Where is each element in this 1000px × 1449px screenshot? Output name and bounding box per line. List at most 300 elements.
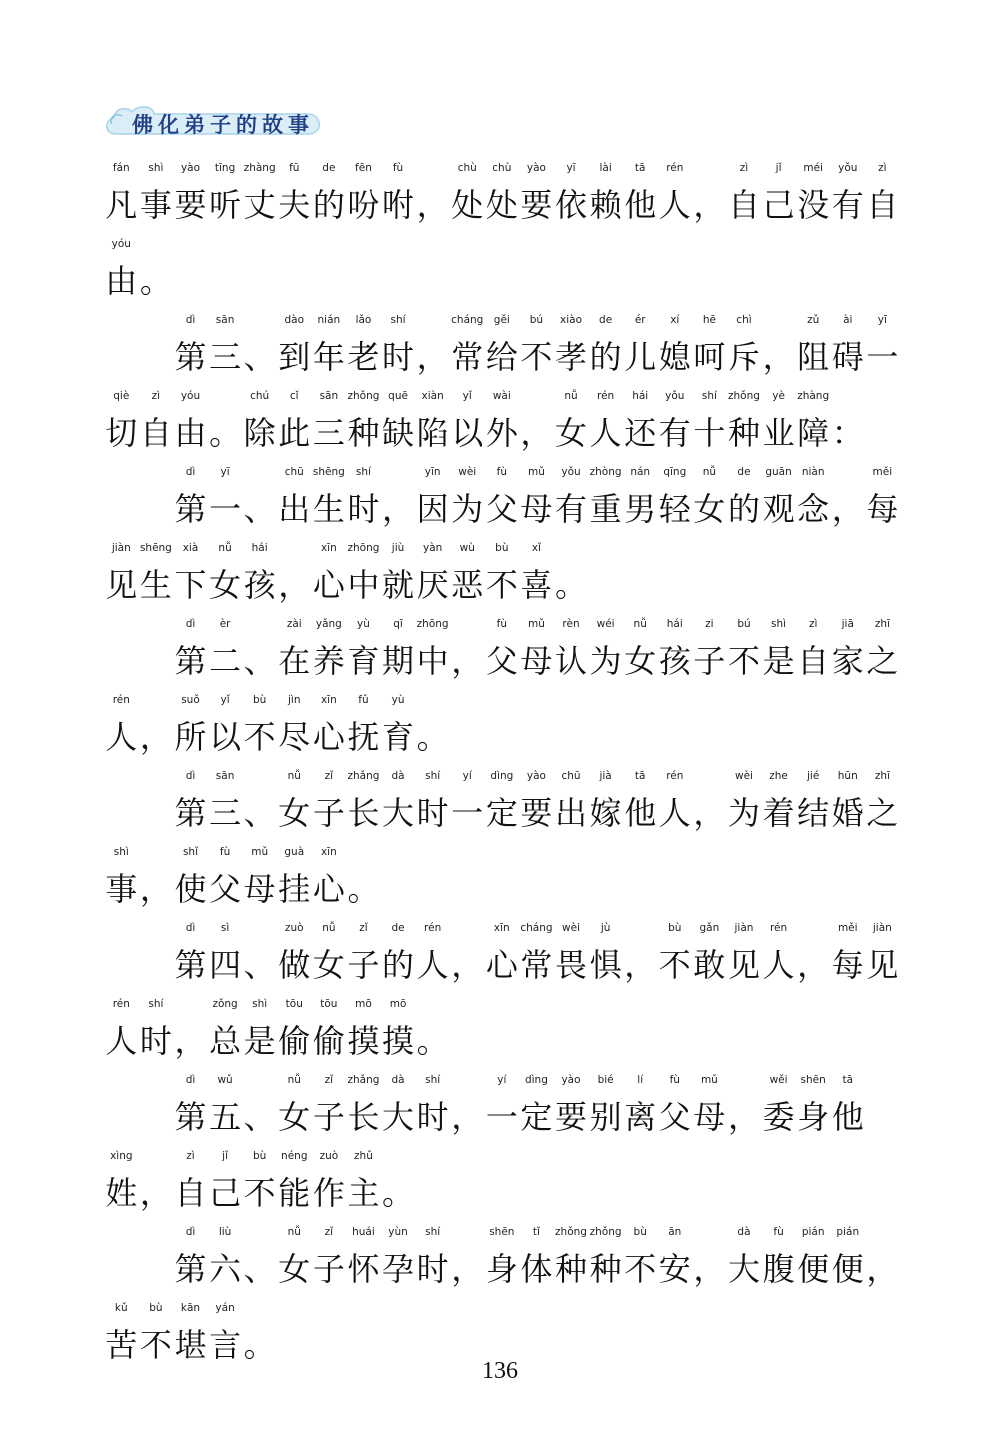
character-cell xyxy=(485,612,520,686)
pinyin: dì xyxy=(185,922,196,934)
pinyin: tōu xyxy=(320,998,338,1010)
hanzi: 此 xyxy=(278,414,311,452)
character-cell xyxy=(139,384,174,458)
hanzi: 夫 xyxy=(278,186,311,224)
hanzi: 主 xyxy=(347,1174,380,1212)
character-cell xyxy=(381,1144,416,1218)
character-cell xyxy=(485,916,520,990)
pinyin: yóu xyxy=(111,238,131,250)
character-cell xyxy=(450,536,485,610)
pinyin: zhǒng xyxy=(728,390,760,402)
hanzi: 事 xyxy=(139,186,172,224)
text-line xyxy=(104,384,865,458)
hanzi: 听 xyxy=(209,186,242,224)
character-cell xyxy=(485,156,520,230)
pinyin: de xyxy=(737,466,751,478)
pinyin: pián xyxy=(836,1226,860,1238)
pinyin: mǔ xyxy=(700,1074,718,1086)
hanzi: 怀 xyxy=(347,1250,380,1288)
character-cell xyxy=(519,460,554,534)
hanzi: 女 xyxy=(624,642,657,680)
pinyin: zhòng xyxy=(589,466,622,478)
pinyin: zǔ xyxy=(807,314,820,326)
hanzi: 作 xyxy=(312,1174,345,1212)
hanzi: 大 xyxy=(382,794,415,832)
character-cell xyxy=(623,308,658,382)
character-cell xyxy=(173,1144,208,1218)
pinyin: rèn xyxy=(562,618,580,630)
character-cell xyxy=(588,156,623,230)
hanzi: 母 xyxy=(243,870,276,908)
pinyin: niàn xyxy=(801,466,825,478)
pinyin: chù xyxy=(457,162,477,174)
hanzi: 是 xyxy=(243,1022,276,1060)
hanzi: ， xyxy=(174,1022,207,1060)
character-cell xyxy=(242,384,277,458)
character-cell xyxy=(312,1144,347,1218)
pinyin: chū xyxy=(561,770,581,782)
hanzi: 结 xyxy=(797,794,830,832)
hanzi: 大 xyxy=(727,1250,760,1288)
character-cell xyxy=(692,612,727,686)
hanzi: 之 xyxy=(866,794,899,832)
pinyin: sān xyxy=(215,314,235,326)
pinyin: mǔ xyxy=(251,846,269,858)
character-cell xyxy=(415,916,450,990)
character-cell xyxy=(415,764,450,838)
character-cell xyxy=(208,460,243,534)
pinyin: dì xyxy=(185,1074,196,1086)
hanzi: 离 xyxy=(624,1098,657,1136)
hanzi: 心 xyxy=(485,946,518,984)
pinyin: zhī xyxy=(874,618,890,630)
character-cell xyxy=(830,612,865,686)
pinyin: zǐ xyxy=(359,922,368,934)
hanzi: 孩 xyxy=(658,642,691,680)
pinyin: èr xyxy=(219,618,231,630)
pinyin: xǐ xyxy=(531,542,541,554)
character-cell xyxy=(104,536,139,610)
hanzi: 他 xyxy=(624,186,657,224)
hanzi: 媳 xyxy=(658,338,691,376)
pinyin: zuò xyxy=(319,1150,339,1162)
pinyin: fù xyxy=(773,1226,784,1238)
character-cell xyxy=(485,536,520,610)
character-cell xyxy=(242,916,277,990)
hanzi: 事 xyxy=(105,870,138,908)
pinyin: shí xyxy=(148,998,164,1010)
hanzi: 见 xyxy=(105,566,138,604)
character-cell xyxy=(381,688,416,762)
hanzi: 第 xyxy=(174,642,207,680)
character-cell xyxy=(830,1220,865,1294)
hanzi: 母 xyxy=(520,642,553,680)
hanzi: 尽 xyxy=(278,718,311,756)
hanzi: 厌 xyxy=(416,566,449,604)
pinyin: jié xyxy=(807,770,820,782)
hanzi: 生 xyxy=(312,490,345,528)
character-cell xyxy=(277,384,312,458)
hanzi: 子 xyxy=(312,1250,345,1288)
character-cell xyxy=(346,1144,381,1218)
pinyin: méi xyxy=(803,162,823,174)
pinyin: dà xyxy=(391,770,405,782)
character-cell xyxy=(865,764,900,838)
character-cell xyxy=(554,916,589,990)
pinyin: ān xyxy=(668,1226,682,1238)
pinyin: zhǒng xyxy=(589,1226,622,1238)
character-cell xyxy=(588,1068,623,1142)
pinyin: huái xyxy=(352,1226,375,1238)
character-cell xyxy=(415,1068,450,1142)
hanzi: 心 xyxy=(312,566,345,604)
character-cell xyxy=(796,156,831,230)
character-cell xyxy=(519,308,554,382)
hanzi: 父 xyxy=(485,490,518,528)
pinyin: shì xyxy=(113,846,129,858)
character-cell xyxy=(104,1144,139,1218)
character-cell xyxy=(381,916,416,990)
pinyin: lài xyxy=(599,162,612,174)
text-line xyxy=(173,764,899,838)
pinyin: zǐ xyxy=(324,1074,334,1086)
hanzi: 的 xyxy=(312,186,345,224)
pinyin: shí xyxy=(425,770,441,782)
character-cell xyxy=(173,308,208,382)
pinyin: de xyxy=(322,162,336,174)
hanzi: 时 xyxy=(416,1098,449,1136)
hanzi: 一 xyxy=(209,490,242,528)
character-cell xyxy=(450,764,485,838)
pinyin: chì xyxy=(736,314,752,326)
pinyin: xīn xyxy=(320,694,337,706)
hanzi: 言 xyxy=(209,1326,242,1364)
hanzi: 时 xyxy=(416,1250,449,1288)
hanzi: 六 xyxy=(209,1250,242,1288)
character-cell xyxy=(450,308,485,382)
hanzi: 畏 xyxy=(555,946,588,984)
character-cell xyxy=(139,536,174,610)
pinyin: dìng xyxy=(524,1074,548,1086)
hanzi: 处 xyxy=(451,186,484,224)
pinyin: fù xyxy=(219,846,231,858)
pinyin: jǐ xyxy=(775,162,782,174)
character-cell xyxy=(623,1220,658,1294)
hanzi: ， xyxy=(416,338,449,376)
hanzi: 身 xyxy=(797,1098,830,1136)
hanzi: 中 xyxy=(416,642,449,680)
character-cell xyxy=(623,384,658,458)
pinyin: bù xyxy=(495,542,509,554)
hanzi: 大 xyxy=(382,1098,415,1136)
pinyin: wài xyxy=(492,390,511,402)
pinyin: wèi xyxy=(458,466,477,478)
pinyin: guà xyxy=(284,846,305,858)
pinyin: rén xyxy=(666,770,684,782)
pinyin: qī xyxy=(393,618,403,630)
character-cell xyxy=(865,612,900,686)
pinyin: xiàn xyxy=(421,390,444,402)
character-cell xyxy=(173,1068,208,1142)
character-cell xyxy=(277,764,312,838)
pinyin: xīn xyxy=(320,846,337,858)
pinyin: xìng xyxy=(110,1150,133,1162)
pinyin: měi xyxy=(837,922,858,934)
character-cell xyxy=(208,992,243,1066)
hanzi: 时 xyxy=(347,490,380,528)
character-cell xyxy=(727,156,762,230)
pinyin: shì xyxy=(771,618,787,630)
hanzi: 。 xyxy=(416,718,449,756)
pinyin: bú xyxy=(737,618,751,630)
character-cell xyxy=(381,764,416,838)
character-cell xyxy=(450,156,485,230)
character-cell xyxy=(727,384,762,458)
hanzi: 碍 xyxy=(831,338,864,376)
hanzi: 念 xyxy=(797,490,830,528)
hanzi: 自 xyxy=(727,186,760,224)
character-cell xyxy=(277,840,312,914)
pinyin: dìng xyxy=(490,770,514,782)
character-cell xyxy=(173,1220,208,1294)
character-cell xyxy=(242,612,277,686)
pinyin: shí xyxy=(390,314,406,326)
pinyin: yào xyxy=(526,770,546,782)
pinyin: yào xyxy=(526,162,546,174)
hanzi: 孩 xyxy=(243,566,276,604)
character-cell xyxy=(242,1144,277,1218)
hanzi: 女 xyxy=(312,946,345,984)
hanzi: 挂 xyxy=(278,870,311,908)
character-cell xyxy=(104,992,139,1066)
pinyin: fū xyxy=(289,162,300,174)
hanzi: ， xyxy=(139,870,172,908)
character-cell xyxy=(139,1144,174,1218)
book-title: 佛化弟子的故事 xyxy=(132,113,314,137)
pinyin: zhe xyxy=(769,770,788,782)
pinyin: jiā xyxy=(841,618,854,630)
pinyin: yóu xyxy=(180,390,201,402)
hanzi: 十 xyxy=(693,414,726,452)
character-cell xyxy=(381,384,416,458)
pinyin: zì xyxy=(739,162,749,174)
hanzi: 能 xyxy=(278,1174,311,1212)
hanzi: 。 xyxy=(382,1174,415,1212)
pinyin: nǚ xyxy=(287,1074,301,1086)
hanzi: 父 xyxy=(485,642,518,680)
hanzi: 由 xyxy=(105,262,138,300)
pinyin: shēng xyxy=(139,542,172,554)
pinyin: yǎng xyxy=(315,618,342,630)
pinyin: yǒu xyxy=(838,162,858,174)
pinyin: yīn xyxy=(424,466,441,478)
section-header xyxy=(102,100,332,146)
pinyin: zhàng xyxy=(243,162,276,174)
pinyin: liù xyxy=(218,1226,232,1238)
pinyin: bié xyxy=(597,1074,614,1086)
character-cell xyxy=(727,1220,762,1294)
character-cell xyxy=(277,156,312,230)
pinyin: yī xyxy=(220,466,230,478)
hanzi: 每 xyxy=(831,946,864,984)
hanzi: 委 xyxy=(762,1098,795,1136)
pinyin: shēn xyxy=(800,1074,826,1086)
pinyin: lǎo xyxy=(355,314,372,326)
pinyin: dì xyxy=(185,770,196,782)
character-cell xyxy=(796,916,831,990)
hanzi: 为 xyxy=(589,642,622,680)
pinyin: sān xyxy=(319,390,339,402)
character-cell xyxy=(830,916,865,990)
pinyin: tā xyxy=(634,770,646,782)
pinyin: nǚ xyxy=(702,466,717,478)
character-cell xyxy=(173,916,208,990)
pinyin: qiè xyxy=(113,390,130,402)
pinyin: bù xyxy=(668,922,682,934)
hanzi: 自 xyxy=(139,414,172,452)
character-cell xyxy=(623,916,658,990)
hanzi: 人 xyxy=(762,946,795,984)
hanzi: 中 xyxy=(347,566,380,604)
hanzi: 以 xyxy=(451,414,484,452)
character-cell xyxy=(761,1220,796,1294)
character-cell xyxy=(554,460,589,534)
hanzi: 恶 xyxy=(451,566,484,604)
character-cell xyxy=(381,156,416,230)
character-cell xyxy=(830,308,865,382)
hanzi: 苦 xyxy=(105,1326,138,1364)
hanzi: 一 xyxy=(866,338,899,376)
character-cell xyxy=(346,156,381,230)
hanzi: 期 xyxy=(382,642,415,680)
hanzi: ， xyxy=(451,946,484,984)
character-cell xyxy=(519,1068,554,1142)
character-cell xyxy=(519,156,554,230)
hanzi: 男 xyxy=(624,490,657,528)
pinyin: dì xyxy=(185,618,196,630)
pinyin: wèi xyxy=(562,922,580,934)
hanzi: 不 xyxy=(485,566,518,604)
hanzi: 母 xyxy=(693,1098,726,1136)
character-cell xyxy=(761,384,796,458)
character-cell xyxy=(796,308,831,382)
character-cell xyxy=(761,1068,796,1142)
hanzi: 之 xyxy=(866,642,899,680)
hanzi: 定 xyxy=(485,794,518,832)
pinyin: fēn xyxy=(355,162,372,174)
hanzi: 人 xyxy=(658,794,691,832)
character-cell xyxy=(519,1220,554,1294)
hanzi: ， xyxy=(727,1098,760,1136)
hanzi: 咐 xyxy=(382,186,415,224)
character-cell xyxy=(485,460,520,534)
hanzi: 姓 xyxy=(105,1174,138,1212)
character-cell xyxy=(623,156,658,230)
hanzi: 见 xyxy=(866,946,899,984)
character-cell xyxy=(277,1220,312,1294)
pinyin: yù xyxy=(357,618,370,630)
hanzi: 偷 xyxy=(312,1022,345,1060)
character-cell xyxy=(450,1220,485,1294)
hanzi: 赖 xyxy=(589,186,622,224)
character-cell xyxy=(830,460,865,534)
hanzi: 不 xyxy=(520,338,553,376)
pinyin: rén xyxy=(424,922,442,934)
character-cell xyxy=(346,764,381,838)
pinyin: dà xyxy=(391,1074,405,1086)
pinyin: nǚ xyxy=(218,542,232,554)
text-line xyxy=(104,1144,415,1218)
character-cell xyxy=(173,384,208,458)
pinyin: tǐ xyxy=(532,1226,540,1238)
character-cell xyxy=(346,612,381,686)
hanzi: 不 xyxy=(243,1174,276,1212)
pinyin: zǐ xyxy=(324,770,334,782)
hanzi: 堪 xyxy=(174,1326,207,1364)
pinyin: jiàn xyxy=(111,542,131,554)
pinyin: kān xyxy=(180,1302,201,1314)
pinyin: wǔ xyxy=(217,1074,233,1086)
pinyin: fù xyxy=(392,162,404,174)
character-cell xyxy=(346,384,381,458)
character-cell xyxy=(208,916,243,990)
pinyin: jiàn xyxy=(734,922,754,934)
pinyin: bù xyxy=(253,694,267,706)
character-cell xyxy=(415,156,450,230)
pinyin: shēn xyxy=(489,1226,515,1238)
hanzi: 、 xyxy=(243,946,276,984)
hanzi: 三 xyxy=(209,338,242,376)
character-cell xyxy=(485,384,520,458)
character-cell xyxy=(761,308,796,382)
pinyin: chú xyxy=(250,390,270,402)
hanzi: 第 xyxy=(174,490,207,528)
character-cell xyxy=(208,764,243,838)
hanzi: 第 xyxy=(174,1098,207,1136)
hanzi: ， xyxy=(693,794,726,832)
hanzi: ： xyxy=(831,414,864,452)
pinyin: tā xyxy=(842,1074,854,1086)
pinyin: mǔ xyxy=(527,466,545,478)
pinyin: wù xyxy=(459,542,475,554)
character-cell xyxy=(588,308,623,382)
pinyin: lí xyxy=(637,1074,644,1086)
text-line xyxy=(173,1220,899,1294)
character-cell xyxy=(796,460,831,534)
hanzi: 要 xyxy=(520,794,553,832)
character-cell xyxy=(208,156,243,230)
text-line xyxy=(104,536,588,610)
hanzi: 种 xyxy=(727,414,760,452)
pinyin: de xyxy=(391,922,405,934)
character-cell xyxy=(381,992,416,1066)
hanzi: 因 xyxy=(416,490,449,528)
character-cell xyxy=(346,840,381,914)
hanzi: ， xyxy=(693,1250,726,1288)
hanzi: 斥 xyxy=(727,338,760,376)
pinyin: tā xyxy=(634,162,646,174)
hanzi: 着 xyxy=(762,794,795,832)
hanzi: 业 xyxy=(762,414,795,452)
hanzi: 有 xyxy=(658,414,691,452)
pinyin: dì xyxy=(185,466,196,478)
pinyin: jǐ xyxy=(222,1150,228,1162)
character-cell xyxy=(588,460,623,534)
pinyin: zhī xyxy=(874,770,890,782)
hanzi: 第 xyxy=(174,1250,207,1288)
character-cell xyxy=(346,992,381,1066)
pinyin: zì xyxy=(878,162,887,174)
